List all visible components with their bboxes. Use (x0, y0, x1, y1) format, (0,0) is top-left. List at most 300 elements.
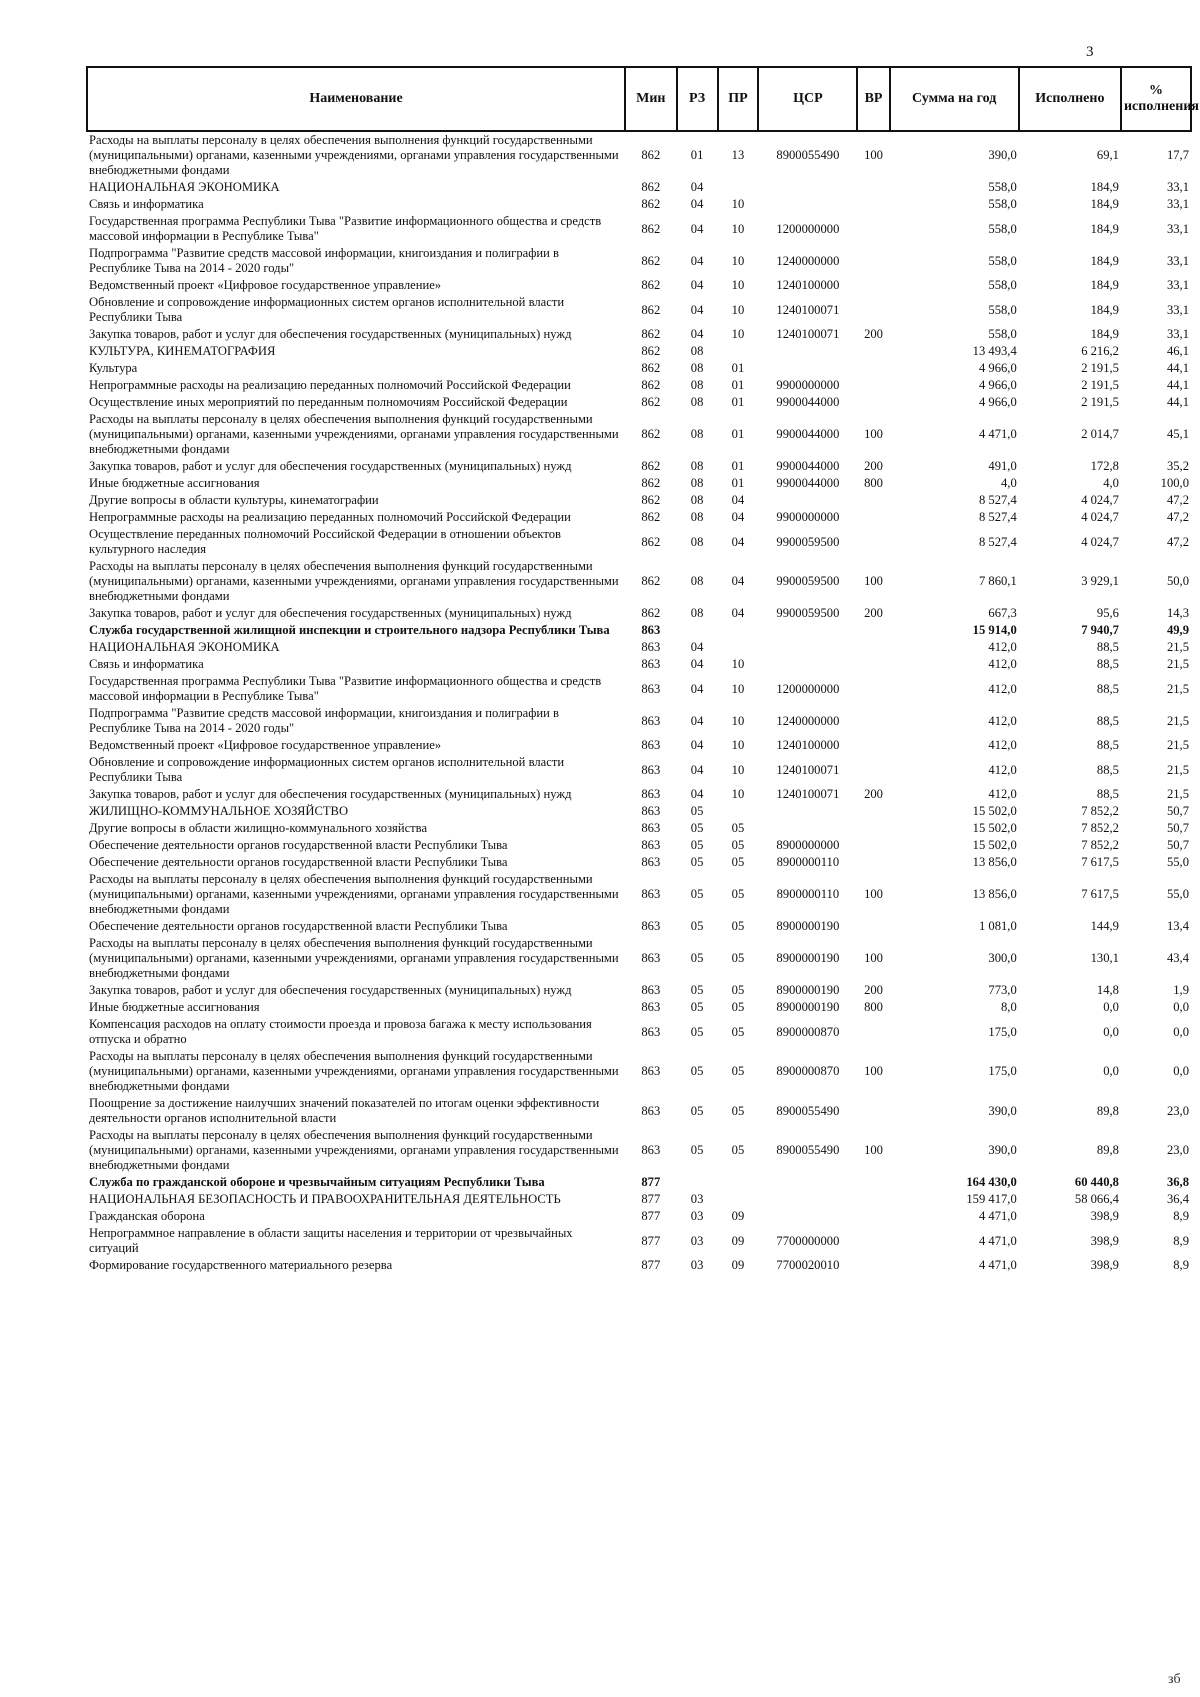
row-done: 2 014,7 (1081, 427, 1119, 441)
row-min: 877 (641, 1192, 661, 1206)
row-done: 7 617,5 (1081, 887, 1119, 901)
row-csr: 8900000190 (776, 983, 840, 997)
row-min: 862 (641, 148, 661, 162)
row-done: 88,5 (1096, 762, 1119, 777)
row-min: 863 (641, 1103, 661, 1118)
row-pr: 05 (731, 838, 745, 852)
row-vr (857, 343, 889, 360)
table-row (87, 982, 1191, 999)
row-min: 863 (641, 657, 661, 671)
row-rz: 04 (690, 762, 704, 777)
row-rz: 04 (690, 640, 704, 654)
table-row (87, 1048, 1191, 1095)
table-row (87, 1225, 1191, 1257)
row-pct: 33,1 (1166, 278, 1189, 292)
row-csr: 1200000000 (776, 681, 840, 696)
row-rz: 05 (690, 821, 704, 835)
row-min: 863 (641, 681, 661, 696)
row-pr: 10 (731, 278, 745, 292)
row-csr: 9900044000 (776, 459, 840, 473)
row-rz: 04 (690, 197, 704, 211)
row-done: 2 191,5 (1081, 395, 1119, 409)
row-sum: 412,0 (988, 787, 1017, 801)
row-name: Непрограммное направление в области защиты населения и территории от чрезвычайных ситуаций (89, 1226, 573, 1255)
row-rz (677, 622, 718, 639)
budget-table (86, 66, 1199, 1274)
row-pct: 17,7 (1166, 148, 1189, 162)
row-vr (857, 1095, 889, 1127)
table-row (87, 1016, 1191, 1048)
table-row (87, 1208, 1191, 1225)
row-csr: 1240100000 (776, 278, 840, 292)
row-sum: 773,0 (988, 983, 1017, 997)
row-csr: 8900000110 (776, 887, 840, 901)
row-done: 398,9 (1090, 1233, 1119, 1248)
row-rz: 05 (690, 1103, 704, 1118)
row-min: 862 (641, 278, 661, 292)
row-csr: 1240000000 (776, 713, 840, 728)
row-name: Ведомственный проект «Цифровое государственное управление» (89, 738, 442, 752)
row-rz: 08 (690, 344, 704, 358)
row-pct: 21,5 (1166, 762, 1189, 777)
row-done: 88,5 (1096, 738, 1119, 752)
row-pct: 45,1 (1166, 427, 1189, 441)
row-pr: 05 (731, 1000, 745, 1014)
row-pct: 47,2 (1166, 510, 1189, 524)
row-done: 144,9 (1090, 919, 1119, 933)
row-sum: 412,0 (988, 762, 1017, 777)
row-pct: 36,8 (1166, 1175, 1189, 1189)
row-min: 862 (641, 221, 661, 236)
row-done: 184,9 (1090, 197, 1119, 211)
row-name: Осуществление переданных полномочий Российской Федерации в отношении объектов культурного наследия (89, 527, 561, 556)
row-csr: 9900059500 (776, 574, 840, 588)
row-min: 863 (641, 821, 661, 835)
row-name: НАЦИОНАЛЬНАЯ ЭКОНОМИКА (89, 180, 280, 194)
row-pct: 14,3 (1166, 606, 1189, 620)
row-pct: 47,2 (1166, 493, 1189, 507)
row-sum: 175,0 (988, 1064, 1017, 1078)
row-pct: 33,1 (1166, 221, 1189, 236)
row-sum: 8 527,4 (978, 510, 1017, 524)
row-pct: 50,7 (1166, 804, 1189, 818)
row-csr: 8900055490 (776, 148, 840, 162)
row-min: 877 (641, 1175, 661, 1189)
row-done: 0,0 (1103, 1000, 1119, 1014)
row-min: 862 (641, 302, 661, 317)
row-rz: 08 (690, 395, 704, 409)
row-pr (718, 803, 759, 820)
row-csr: 8900000190 (776, 1000, 840, 1014)
table-row (87, 492, 1191, 509)
row-name: Служба по гражданской обороне и чрезвычайным ситуациям Республики Тыва (89, 1175, 545, 1189)
row-min: 863 (641, 1064, 661, 1078)
row-csr: 9900044000 (776, 476, 840, 490)
row-vr: 200 (864, 983, 883, 997)
row-vr: 100 (864, 1064, 883, 1078)
row-pct: 50,7 (1166, 821, 1189, 835)
row-pr: 10 (731, 197, 745, 211)
row-pr: 10 (731, 302, 745, 317)
row-name: Связь и информатика (89, 197, 204, 211)
row-sum: 159 417,0 (966, 1192, 1017, 1206)
table-row (87, 935, 1191, 982)
row-min: 863 (641, 1000, 661, 1014)
row-done: 398,9 (1090, 1258, 1119, 1272)
row-pr: 01 (731, 427, 745, 441)
row-done: 6 216,2 (1081, 344, 1119, 358)
row-pr: 10 (731, 787, 745, 801)
header-rz: РЗ (677, 67, 718, 131)
table-row (87, 277, 1191, 294)
row-rz: 08 (690, 510, 704, 524)
header-pct: % исполнения (1121, 67, 1191, 131)
row-min: 862 (641, 253, 661, 268)
row-pct: 47,2 (1166, 534, 1189, 549)
row-done: 88,5 (1096, 787, 1119, 801)
row-pct: 21,5 (1166, 681, 1189, 696)
row-pct: 33,1 (1166, 302, 1189, 317)
row-pr: 05 (731, 821, 745, 835)
row-name: Обновление и сопровождение информационных систем органов исполнительной власти Республики Тыва (89, 295, 565, 324)
row-vr (857, 820, 889, 837)
row-csr (758, 1208, 857, 1225)
row-vr (857, 837, 889, 854)
row-min: 862 (641, 361, 661, 375)
row-sum: 412,0 (988, 640, 1017, 654)
table-row (87, 475, 1191, 492)
row-sum: 4,0 (1001, 476, 1017, 490)
row-pct: 0,0 (1173, 1000, 1189, 1014)
row-csr: 8900055490 (776, 1143, 840, 1157)
row-name: Иные бюджетные ассигнования (89, 1000, 260, 1014)
row-name: Расходы на выплаты персоналу в целях обеспечения выполнения функций государственными (муниципальными) органами, казенными учреждениями, органами управления государственными внебюджетными фондами (89, 1128, 619, 1172)
row-vr (857, 360, 889, 377)
row-done: 7 852,2 (1081, 821, 1119, 835)
row-rz: 05 (690, 951, 704, 965)
row-sum: 390,0 (988, 1143, 1017, 1157)
row-done: 4 024,7 (1081, 510, 1119, 524)
row-csr (758, 803, 857, 820)
row-pct: 49,9 (1166, 623, 1189, 637)
row-pct: 46,1 (1166, 344, 1189, 358)
row-name: Закупка товаров, работ и услуг для обеспечения государственных (муниципальных) нужд (89, 459, 572, 473)
row-min: 862 (641, 606, 661, 620)
row-sum: 15 502,0 (972, 838, 1017, 852)
row-name: Подпрограмма "Развитие средств массовой информации, книгоиздания и полиграфии в Республике Тыва на 2014 - 2020 годы" (89, 246, 559, 275)
row-sum: 15 502,0 (972, 821, 1017, 835)
row-pct: 13,4 (1166, 919, 1189, 933)
table-row (87, 509, 1191, 526)
row-rz: 04 (690, 787, 704, 801)
row-rz: 05 (690, 1143, 704, 1157)
row-done: 88,5 (1096, 681, 1119, 696)
row-pr: 05 (731, 1103, 745, 1118)
row-vr (857, 492, 889, 509)
row-done: 398,9 (1090, 1209, 1119, 1223)
row-min: 862 (641, 510, 661, 524)
row-rz: 04 (690, 278, 704, 292)
row-name: Расходы на выплаты персоналу в целях обеспечения выполнения функций государственными (муниципальными) органами, казенными учреждениями, органами управления государственными внебюджетными фондами (89, 412, 619, 456)
row-rz: 08 (690, 606, 704, 620)
table-row (87, 343, 1191, 360)
row-name: Культура (89, 361, 138, 375)
row-rz: 08 (690, 476, 704, 490)
row-rz: 04 (690, 221, 704, 236)
row-vr: 100 (864, 1143, 883, 1157)
row-name: Расходы на выплаты персоналу в целях обеспечения выполнения функций государственными (муниципальными) органами, казенными учреждениями, органами управления государственными внебюджетными фондами (89, 559, 619, 603)
row-rz: 05 (690, 855, 704, 869)
row-csr: 8900055490 (776, 1103, 840, 1118)
row-done: 89,8 (1096, 1103, 1119, 1118)
header-vr: ВР (857, 67, 889, 131)
row-pct: 21,5 (1166, 738, 1189, 752)
row-pr: 05 (731, 1064, 745, 1078)
row-pct: 44,1 (1166, 395, 1189, 409)
row-rz: 04 (690, 738, 704, 752)
table-row (87, 622, 1191, 639)
row-done: 2 191,5 (1081, 378, 1119, 392)
row-csr: 1240100071 (776, 327, 840, 341)
row-rz: 05 (690, 919, 704, 933)
row-min: 863 (641, 1024, 661, 1039)
row-pr (718, 639, 759, 656)
row-done: 3 929,1 (1081, 574, 1119, 588)
row-done: 172,8 (1090, 459, 1119, 473)
row-csr (758, 639, 857, 656)
row-done: 14,8 (1096, 983, 1119, 997)
row-pct: 50,0 (1166, 574, 1189, 588)
row-done: 88,5 (1096, 640, 1119, 654)
row-min: 863 (641, 623, 661, 637)
row-vr: 100 (864, 427, 883, 441)
row-pr: 05 (731, 919, 745, 933)
row-pct: 33,1 (1166, 180, 1189, 194)
row-csr: 9900044000 (776, 427, 840, 441)
row-vr (857, 294, 889, 326)
table-row (87, 1127, 1191, 1174)
row-pr: 10 (731, 327, 745, 341)
row-done: 130,1 (1090, 951, 1119, 965)
row-sum: 8 527,4 (978, 493, 1017, 507)
table-row (87, 918, 1191, 935)
row-sum: 4 471,0 (978, 427, 1017, 441)
row-rz: 04 (690, 713, 704, 728)
handwritten-mark: зб (1168, 1672, 1181, 1687)
row-pr: 10 (731, 762, 745, 777)
row-vr (857, 277, 889, 294)
row-name: Другие вопросы в области жилищно-коммунального хозяйства (89, 821, 428, 835)
row-name: Закупка товаров, работ и услуг для обеспечения государственных (муниципальных) нужд (89, 983, 572, 997)
row-pct: 33,1 (1166, 253, 1189, 268)
row-pr (718, 622, 759, 639)
row-name: Непрограммные расходы на реализацию переданных полномочий Российской Федерации (89, 378, 571, 392)
row-min: 863 (641, 738, 661, 752)
row-vr: 100 (864, 887, 883, 901)
row-sum: 175,0 (988, 1024, 1017, 1039)
row-pr: 04 (731, 493, 745, 507)
row-name: Расходы на выплаты персоналу в целях обеспечения выполнения функций государственными (муниципальными) органами, казенными учреждениями, органами управления государственными внебюджетными фондами (89, 1049, 619, 1093)
row-pr: 04 (731, 606, 745, 620)
row-done: 4 024,7 (1081, 534, 1119, 549)
table-row (87, 871, 1191, 918)
row-csr (758, 656, 857, 673)
row-csr: 1240100071 (776, 302, 840, 317)
row-pr: 10 (731, 738, 745, 752)
row-min: 862 (641, 534, 661, 549)
table-row (87, 854, 1191, 871)
row-name: Служба государственной жилищной инспекции и строительного надзора Республики Тыва (89, 623, 610, 637)
row-min: 863 (641, 855, 661, 869)
row-done: 7 617,5 (1081, 855, 1119, 869)
row-min: 862 (641, 180, 661, 194)
row-vr (857, 1225, 889, 1257)
row-min: 863 (641, 1143, 661, 1157)
row-vr (857, 1174, 889, 1191)
row-done: 4,0 (1103, 476, 1119, 490)
row-name: Государственная программа Республики Тыва "Развитие информационного общества и средств массовой информации в Республике Тыва" (89, 674, 602, 703)
row-pr: 05 (731, 983, 745, 997)
row-pr: 01 (731, 476, 745, 490)
row-rz: 05 (690, 838, 704, 852)
row-sum: 491,0 (988, 459, 1017, 473)
row-vr: 100 (864, 574, 883, 588)
row-pr: 05 (731, 951, 745, 965)
row-vr (857, 213, 889, 245)
header-pr: ПР (718, 67, 759, 131)
row-name: Формирование государственного материального резерва (89, 1258, 393, 1272)
row-pct: 21,5 (1166, 640, 1189, 654)
row-name: Обеспечение деятельности органов государственной власти Республики Тыва (89, 919, 508, 933)
row-vr (857, 803, 889, 820)
row-csr: 9900059500 (776, 534, 840, 549)
table-row (87, 558, 1191, 605)
row-vr (857, 854, 889, 871)
row-min: 862 (641, 197, 661, 211)
row-pr: 05 (731, 1143, 745, 1157)
table-row (87, 526, 1191, 558)
row-name: Гражданская оборона (89, 1209, 205, 1223)
row-pr: 01 (731, 361, 745, 375)
row-done: 0,0 (1103, 1064, 1119, 1078)
row-name: Закупка товаров, работ и услуг для обеспечения государственных (муниципальных) нужд (89, 787, 572, 801)
row-sum: 7 860,1 (978, 574, 1017, 588)
row-name: Непрограммные расходы на реализацию переданных полномочий Российской Федерации (89, 510, 571, 524)
row-pr: 01 (731, 395, 745, 409)
row-vr (857, 1191, 889, 1208)
row-vr: 200 (864, 327, 883, 341)
row-min: 863 (641, 887, 661, 901)
row-sum: 558,0 (988, 197, 1017, 211)
row-rz: 04 (690, 180, 704, 194)
row-done: 184,9 (1090, 253, 1119, 268)
row-min: 862 (641, 476, 661, 490)
row-done: 89,8 (1096, 1143, 1119, 1157)
row-pr: 04 (731, 574, 745, 588)
row-rz: 04 (690, 657, 704, 671)
row-rz: 01 (690, 148, 704, 162)
row-sum: 4 471,0 (978, 1258, 1017, 1272)
table-row (87, 131, 1191, 179)
row-sum: 4 966,0 (978, 395, 1017, 409)
row-vr (857, 673, 889, 705)
row-sum: 4 471,0 (978, 1233, 1017, 1248)
row-done: 184,9 (1090, 278, 1119, 292)
row-pr (718, 1191, 759, 1208)
row-pr (718, 343, 759, 360)
row-sum: 412,0 (988, 681, 1017, 696)
row-vr: 200 (864, 787, 883, 801)
table-row (87, 754, 1191, 786)
row-name: Осуществление иных мероприятий по переданным полномочиям Российской Федерации (89, 395, 568, 409)
page-number: 3 (1086, 44, 1094, 60)
table-row (87, 837, 1191, 854)
row-min: 862 (641, 395, 661, 409)
row-csr: 1240100071 (776, 787, 840, 801)
table-header-row (87, 67, 1191, 131)
row-min: 862 (641, 344, 661, 358)
row-rz: 08 (690, 378, 704, 392)
row-pct: 0,0 (1173, 1024, 1189, 1039)
row-sum: 558,0 (988, 302, 1017, 317)
row-pct: 50,7 (1166, 838, 1189, 852)
row-rz: 08 (690, 459, 704, 473)
row-csr (758, 343, 857, 360)
header-name: Наименование (87, 67, 625, 131)
table-row (87, 179, 1191, 196)
row-done: 88,5 (1096, 713, 1119, 728)
row-name: ЖИЛИЩНО-КОММУНАЛЬНОЕ ХОЗЯЙСТВО (89, 804, 349, 818)
row-vr (857, 196, 889, 213)
row-rz: 05 (690, 1064, 704, 1078)
row-name: Компенсация расходов на оплату стоимости проезда и провоза багажа к месту использования отпуска и обратно (89, 1017, 592, 1046)
row-name: Обеспечение деятельности органов государственной власти Республики Тыва (89, 838, 508, 852)
row-done: 184,9 (1090, 180, 1119, 194)
row-name: Обеспечение деятельности органов государственной власти Республики Тыва (89, 855, 508, 869)
row-rz: 03 (690, 1258, 704, 1272)
row-sum: 1 081,0 (978, 919, 1017, 933)
row-pr: 01 (731, 459, 745, 473)
table-row (87, 639, 1191, 656)
table-row (87, 360, 1191, 377)
table-row (87, 820, 1191, 837)
row-vr (857, 705, 889, 737)
row-pct: 8,9 (1173, 1233, 1189, 1248)
row-pct: 33,1 (1166, 327, 1189, 341)
row-csr: 8900000870 (776, 1024, 840, 1039)
row-rz: 08 (690, 427, 704, 441)
table-row (87, 1174, 1191, 1191)
row-vr (857, 179, 889, 196)
row-pct: 33,1 (1166, 197, 1189, 211)
table-row (87, 394, 1191, 411)
row-sum: 8 527,4 (978, 534, 1017, 549)
row-vr (857, 509, 889, 526)
row-sum: 390,0 (988, 148, 1017, 162)
row-rz: 05 (690, 1000, 704, 1014)
row-vr (857, 526, 889, 558)
row-rz: 04 (690, 302, 704, 317)
row-min: 863 (641, 838, 661, 852)
row-pr: 09 (731, 1209, 745, 1223)
row-name: Поощрение за достижение наилучших значений показателей по итогам оценки эффективности деятельности органов исполнительной власти (89, 1096, 600, 1125)
table-row (87, 737, 1191, 754)
row-csr: 1240100000 (776, 738, 840, 752)
row-sum: 412,0 (988, 657, 1017, 671)
row-pr: 10 (731, 657, 745, 671)
table-row (87, 705, 1191, 737)
row-csr (758, 1191, 857, 1208)
